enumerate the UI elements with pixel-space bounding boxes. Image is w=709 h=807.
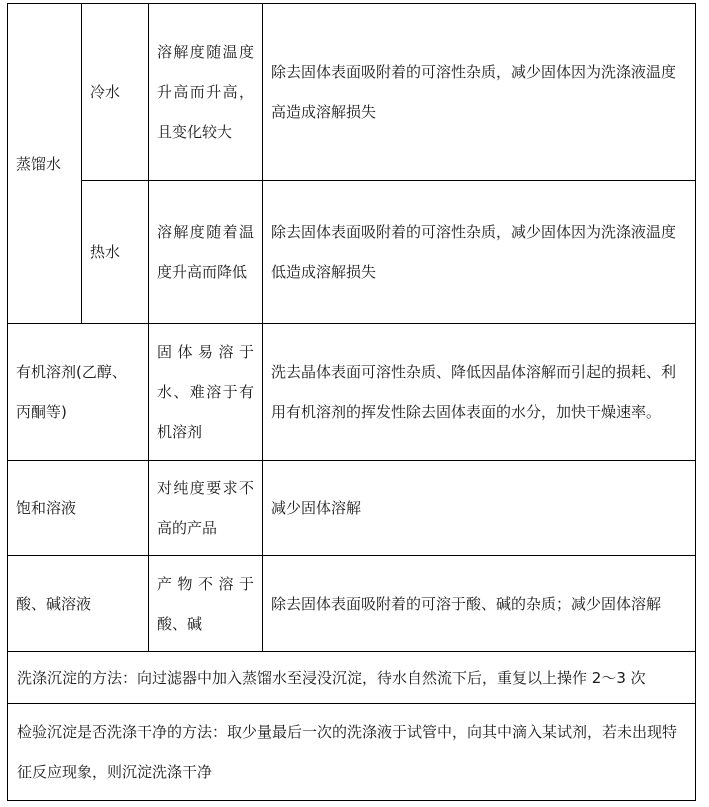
table-row — [8, 652, 696, 704]
purpose-cell: 洗去晶体表面可溶性杂质、降低因晶体溶解而引起的损耗、利用有机溶剂的挥发性除去固体表面的水分，加快干燥速率。 — [263, 324, 696, 461]
table-row — [8, 461, 696, 556]
check-method-note: 检验沉淀是否洗涤干净的方法：取少量最后一次的洗涤液于试管中，向其中滴入某试剂，若未出现特征反应现象，则沉淀洗涤干净 — [8, 704, 696, 801]
table-row — [8, 181, 696, 324]
reagent-cell-distilled-water: 蒸馏水 — [8, 4, 82, 324]
condition-cell: 产物不溶于酸、碱 — [149, 556, 263, 652]
condition-cell: 溶解度随着温度升高而降低 — [149, 181, 263, 324]
reagent-cell-acid-base-solution: 酸、碱溶液 — [8, 556, 149, 652]
washing-reagents-table — [7, 3, 696, 801]
condition-cell: 溶解度随温度升高而升高，且变化较大 — [149, 4, 263, 181]
purpose-cell: 除去固体表面吸附着的可溶性杂质，减少固体因为洗涤液温度低造成溶解损失 — [263, 181, 696, 324]
table-row — [8, 4, 696, 181]
condition-cell: 对纯度要求不高的产品 — [149, 461, 263, 556]
purpose-cell: 减少固体溶解 — [263, 461, 696, 556]
purpose-cell: 除去固体表面吸附着的可溶于酸、碱的杂质；减少固体溶解 — [263, 556, 696, 652]
table-row — [8, 556, 696, 652]
subtype-cell-hot-water: 热水 — [82, 181, 149, 324]
reagent-cell-saturated-solution: 饱和溶液 — [8, 461, 149, 556]
condition-cell: 固体易溶于水、难溶于有机溶剂 — [149, 324, 263, 461]
subtype-cell-cold-water: 冷水 — [82, 4, 149, 181]
wash-method-note: 洗涤沉淀的方法：向过滤器中加入蒸馏水至浸没沉淀，待水自然流下后，重复以上操作 2～3 次 — [8, 652, 696, 704]
reagent-cell-organic-solvent: 有机溶剂(乙醇、丙酮等) — [8, 324, 149, 461]
table-row — [8, 704, 696, 801]
purpose-cell: 除去固体表面吸附着的可溶性杂质，减少固体因为洗涤液温度高造成溶解损失 — [263, 4, 696, 181]
table-row — [8, 324, 696, 461]
